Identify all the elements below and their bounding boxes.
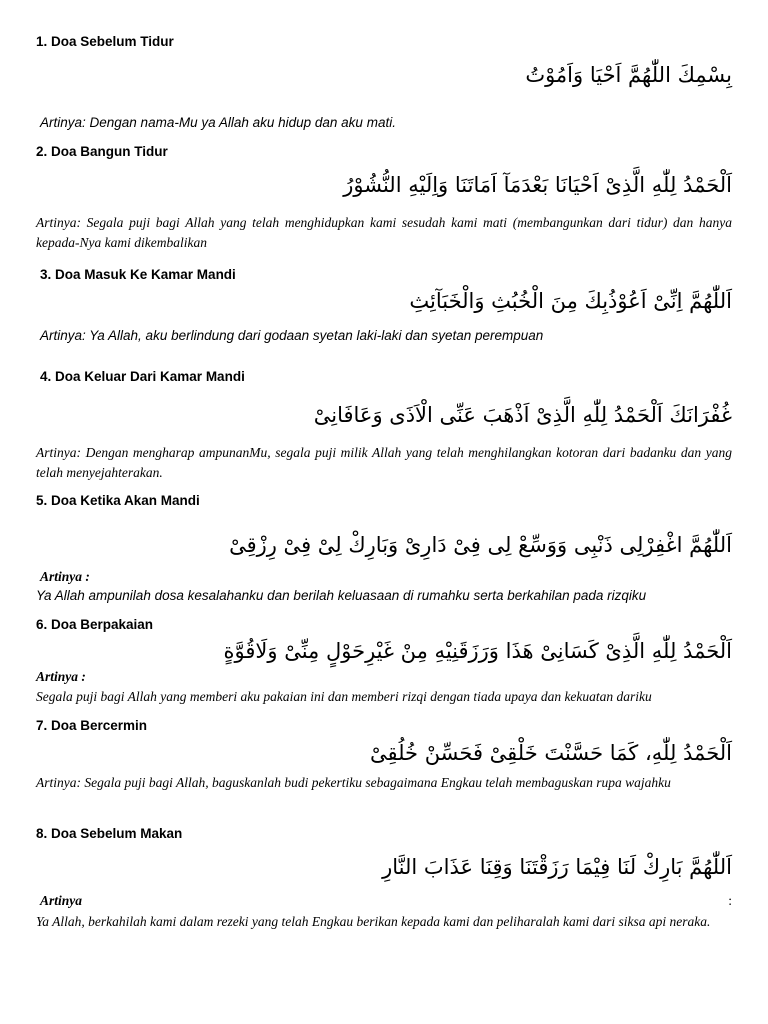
- doa-1-translation: Artinya: Dengan nama-Mu ya Allah aku hidup dan aku mati.: [40, 115, 396, 130]
- doa-8-translation: Ya Allah, berkahilah kami dalam rezeki yang telah Engkau berikan kepada kami dan peliharalah kami dari siksa api neraka.: [36, 914, 711, 929]
- doa-4-arabic: غُفْرَانَكَ اَلْحَمْدُ لِلّٰهِ الَّذِىْ اَذْهَبَ عَنِّى الْاَذَى وَعَافَانِىْ: [313, 403, 732, 427]
- doa-4-translation: Artinya: Dengan mengharap ampunanMu, segala puji milik Allah yang telah menghilangkan kotoran dari badanku dan yang telah menyejahterakan.: [36, 445, 732, 480]
- doa-5-arabic: اَللّٰهُمَّ اغْفِرْلِى ذَنْبِى وَوَسِّعْ لِى فِىْ دَارِىْ وَبَارِكْ لِىْ فِىْ رِزْقِىْ: [229, 533, 732, 557]
- doa-8-heading: 8. Doa Sebelum Makan: [36, 826, 183, 841]
- doa-3-translation: Artinya: Ya Allah, aku berlindung dari godaan syetan laki-laki dan syetan perempuan: [40, 328, 544, 343]
- doa-7-translation: Artinya: Segala puji bagi Allah, baguskanlah budi pekertiku sebagaimana Engkau telah membaguskan rupa wajahku: [36, 775, 671, 790]
- doa-8-label-colon: :: [728, 893, 732, 908]
- doa-1-heading: 1. Doa Sebelum Tidur: [36, 34, 174, 49]
- doa-8-label: Artinya: [40, 893, 83, 908]
- doa-2-translation: Artinya: Segala puji bagi Allah yang telah menghidupkan kami sesudah kami mati (membangunkan dari tidur) dan hanya kepada-Nya kami dikembalikan: [36, 215, 732, 250]
- doa-5-heading: 5. Doa Ketika Akan Mandi: [36, 493, 200, 508]
- doa-1-arabic: بِسْمِكَ اللّٰهُمَّ اَحْيَا وَاَمُوْتُ: [525, 63, 732, 87]
- doa-8-arabic: اَللّٰهُمَّ بَارِكْ لَنَا فِيْمَا رَزَقْتَنَا وَقِنَا عَذَابَ النَّارِ: [382, 855, 732, 879]
- doa-5-label: Artinya :: [40, 569, 90, 584]
- doa-3-arabic: اَللّٰهُمَّ اِنِّىْ اَعُوْذُبِكَ مِنَ الْخُبُثِ وَالْخَبَآئِثِ: [409, 289, 732, 313]
- doa-3-heading: 3. Doa Masuk Ke Kamar Mandi: [40, 267, 236, 282]
- doa-2-arabic: اَلْحَمْدُ لِلّٰهِ الَّذِىْ اَحْيَانَا بَعْدَمَآ اَمَاتَنَا وَاِلَيْهِ النُّشُوْرُ: [343, 173, 732, 197]
- doa-7-arabic: اَلْحَمْدُ لِلّٰهِ، كَمَا حَسَّنْتَ خَلْقِىْ فَحَسِّنْ خُلُقِىْ: [369, 741, 732, 765]
- doa-6-heading: 6. Doa Berpakaian: [36, 617, 154, 632]
- doa-5-translation: Ya Allah ampunilah dosa kesalahanku dan berilah keluasaan di rumahku serta berkahilan pada rizqiku: [36, 588, 647, 603]
- doa-6-translation: Segala puji bagi Allah yang memberi aku pakaian ini dan memberi rizqi dengan tiada upaya dan kekuatan dariku: [36, 689, 652, 704]
- doa-7-heading: 7. Doa Bercermin: [36, 718, 148, 733]
- doa-6-arabic: اَلْحَمْدُ لِلّٰهِ الَّذِىْ كَسَانِىْ هَذَا وَرَزَقَنِيْهِ مِنْ غَيْرِحَوْلٍ مِنِّىْ وَلَاقُوَّةٍ: [223, 639, 732, 663]
- doa-6-label: Artinya :: [36, 669, 86, 684]
- doa-4-heading: 4. Doa Keluar Dari Kamar Mandi: [40, 369, 245, 384]
- doa-2-heading: 2. Doa Bangun Tidur: [36, 144, 168, 159]
